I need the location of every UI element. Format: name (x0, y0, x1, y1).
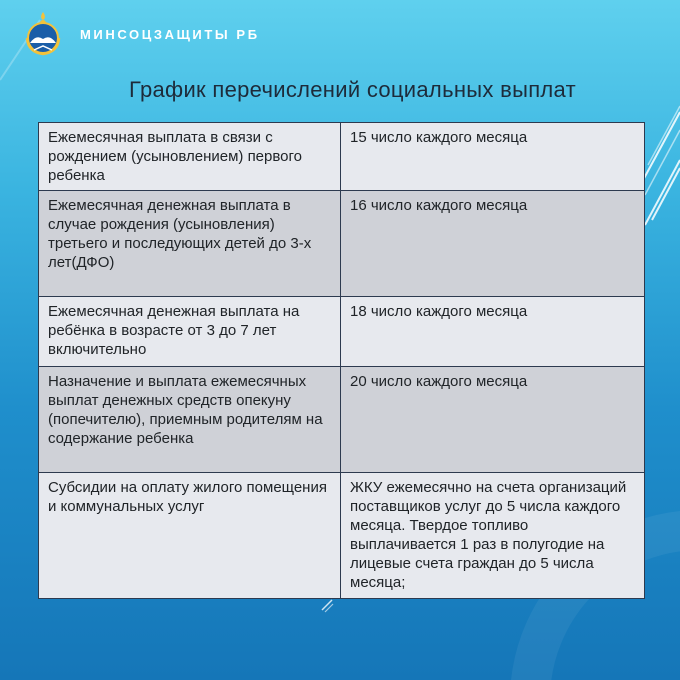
payment-date-cell: ЖКУ ежемесячно на счета организаций поставщиков услуг до 5 числа каждого месяца. Твердое топливо выплачивается 1 раз в полугодие на лицевые счета граждан до 5 числа месяца; (341, 473, 645, 599)
payment-schedule-table (38, 122, 645, 599)
payment-date-cell: 18 число каждого месяца (341, 297, 645, 367)
payment-type-cell: Ежемесячная выплата в связи с рождением (усыновлением) первого ребенка (39, 123, 341, 191)
payment-type-cell: Назначение и выплата ежемесячных выплат денежных средств опекуну (попечителю), приемным родителям на содержание ребенка (39, 367, 341, 473)
page-title: График перечислений социальных выплат (129, 77, 576, 102)
payment-date-cell: 20 число каждого месяца (341, 367, 645, 473)
table-row (39, 191, 645, 297)
table-row (39, 367, 645, 473)
table-row (39, 473, 645, 599)
payment-type-cell: Субсидии на оплату жилого помещения и коммунальных услуг (39, 473, 341, 599)
table-row (39, 123, 645, 191)
payment-date-cell: 16 число каждого месяца (341, 191, 645, 297)
organization-name: МИНСОЦЗАЩИТЫ РБ (80, 27, 260, 42)
buryatia-emblem-icon (22, 10, 64, 56)
payment-type-cell: Ежемесячная денежная выплата на ребёнка в возрасте от 3 до 7 лет включительно (39, 297, 341, 367)
payment-type-cell: Ежемесячная денежная выплата в случае рождения (усыновления) третьего и последующих детей до 3-х лет(ДФО) (39, 191, 341, 297)
table-row (39, 297, 645, 367)
payment-date-cell: 15 число каждого месяца (341, 123, 645, 191)
